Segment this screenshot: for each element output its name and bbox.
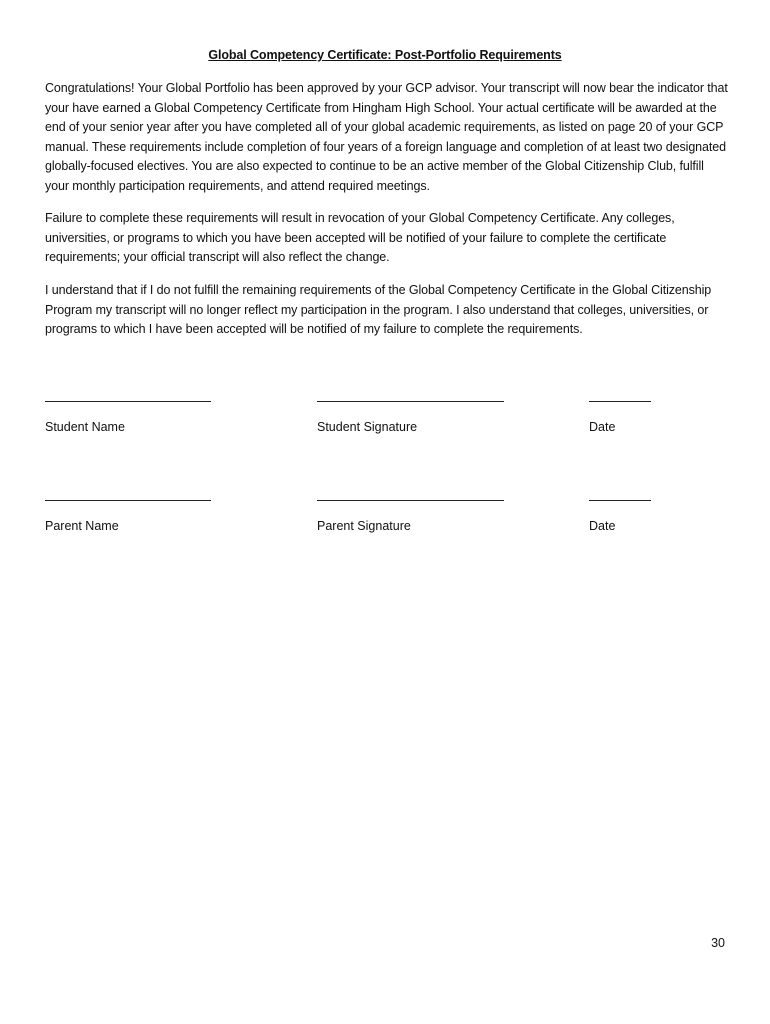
parent-date-line[interactable] (589, 500, 651, 501)
student-date-label: Date (589, 420, 616, 434)
parent-name-line[interactable] (45, 500, 211, 501)
paragraph-acknowledgement: I understand that if I do not fulfill the remaining requirements of the Global Competency Certificate in the Global Citizenship Program my transcript will no longer reflect my participation in the program. I also understand that colleges, universities, or programs to which I have been accepted will be notified of my failure to complete the requirements. (45, 283, 712, 336)
paragraph-failure-notice: Failure to complete these requirements will result in revocation of your Global Competency Certificate. Any colleges, universities, or programs to which you have been accepted will be notified of your failure to complete the certificate requirements; your official transcript will also reflect the change. (45, 211, 675, 264)
paragraph-congratulations: Congratulations! Your Global Portfolio has been approved by your GCP advisor. Your transcript will now bear the indicator that your have earned a Global Competency Certificate from Hingham High School. Your actual certificate will be awarded at the end of your senior year after you have completed all of your global academic requirements, as listed on page 20 of your GCP manual. These requirements include completion of four years of a foreign language and completion of at least two designated globally-focused electives. You are also expected to continue to be an active member of the Global Citizenship Club, fulfill your monthly participation requirements, and attend required meetings. (45, 81, 728, 193)
parent-name-label: Parent Name (45, 519, 119, 533)
parent-signature-line[interactable] (317, 500, 504, 501)
page-number: 30 (711, 936, 725, 950)
student-signature-label: Student Signature (317, 420, 418, 434)
student-signature-line[interactable] (317, 401, 504, 402)
student-name-label: Student Name (45, 420, 125, 434)
document-title: Global Competency Certificate: Post-Portfolio Requirements (208, 48, 562, 62)
student-date-line[interactable] (589, 401, 651, 402)
parent-signature-label: Parent Signature (317, 519, 411, 533)
student-name-line[interactable] (45, 401, 211, 402)
parent-date-label: Date (589, 519, 616, 533)
